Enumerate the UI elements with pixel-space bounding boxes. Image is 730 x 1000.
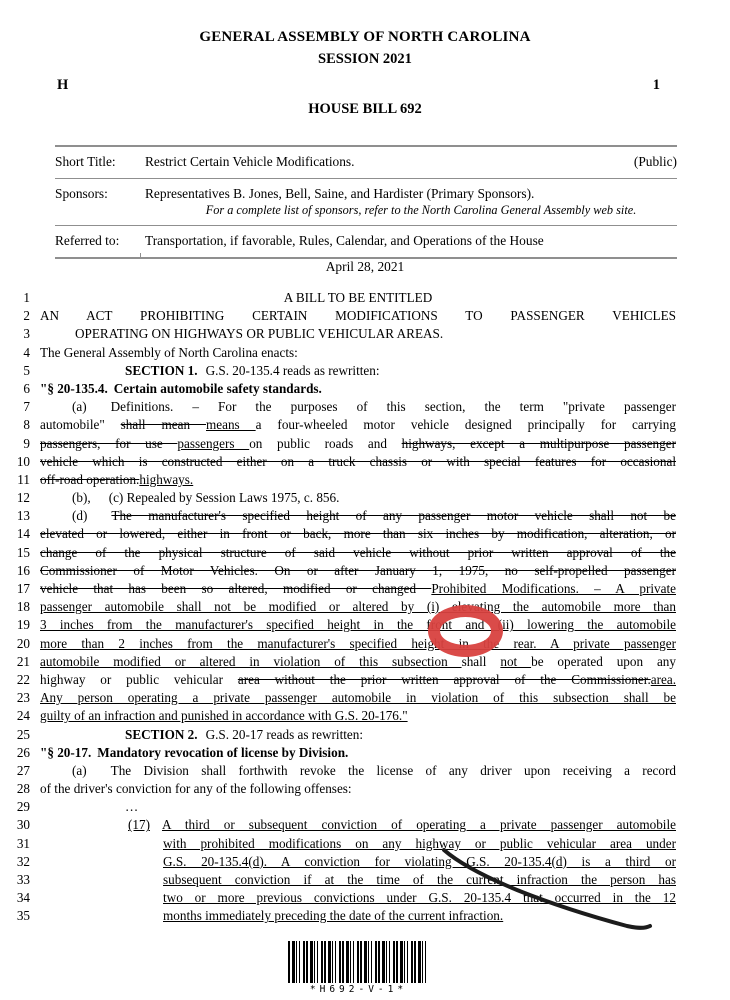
bill-line-32 bbox=[0, 853, 730, 871]
line-text bbox=[40, 562, 676, 580]
line-number: 13 bbox=[16, 508, 30, 524]
line-number: 7 bbox=[23, 399, 30, 415]
bill-line-22 bbox=[0, 671, 730, 689]
line-number: 32 bbox=[16, 853, 30, 869]
line-text bbox=[40, 853, 676, 871]
bill-line-31 bbox=[0, 835, 730, 853]
text-segment: G.S. 20-135.4(d). A conviction for violating G.S. 20-135.4(d) is a third or bbox=[163, 853, 676, 869]
text-segment: not bbox=[500, 653, 532, 669]
line-text bbox=[40, 580, 676, 598]
text-segment: G.S. 20-17 reads as rewritten: bbox=[205, 726, 364, 742]
short-title-row bbox=[55, 147, 677, 179]
text-segment: highway or public vehicular bbox=[40, 671, 238, 687]
line-text bbox=[40, 507, 676, 525]
line-text bbox=[40, 289, 676, 307]
line-text bbox=[40, 835, 676, 853]
line-text bbox=[40, 798, 676, 816]
line-number: 20 bbox=[16, 635, 30, 651]
bill-line-1 bbox=[0, 289, 730, 307]
line-number: 19 bbox=[16, 617, 30, 633]
referred-row bbox=[55, 226, 677, 257]
bill-line-23 bbox=[0, 689, 730, 707]
line-text bbox=[40, 616, 676, 634]
text-segment: vehicle that has been so altered, modified or changed bbox=[40, 581, 432, 596]
line-text bbox=[40, 380, 676, 398]
bill-line-21 bbox=[0, 653, 730, 671]
bill-line-17 bbox=[0, 580, 730, 598]
text-segment: off-road operation. bbox=[40, 471, 140, 487]
short-title-label: Short Title: bbox=[55, 154, 116, 169]
text-segment: "§ 20-135.4. bbox=[40, 380, 108, 396]
line-number: 25 bbox=[16, 726, 30, 742]
text-segment: months immediately preceding the date of the current infraction. bbox=[163, 908, 504, 924]
text-segment: (a) bbox=[72, 399, 87, 415]
line-number: 29 bbox=[16, 799, 30, 815]
line-text bbox=[40, 653, 676, 671]
text-segment: Commissioner of Motor Vehicles. On or after January 1, 1975, no self-propelled passenger bbox=[40, 562, 676, 578]
line-number: 22 bbox=[16, 671, 30, 687]
line-number: 16 bbox=[16, 562, 30, 578]
sponsors-label: Sponsors: bbox=[55, 186, 108, 201]
bill-line-20 bbox=[0, 635, 730, 653]
line-text bbox=[40, 780, 676, 798]
sponsors-note: For a complete list of sponsors, refer to the North Carolina General Assembly web site. bbox=[55, 202, 677, 226]
line-number: 31 bbox=[16, 835, 30, 851]
text-segment: Prohibited Modifications. – A private bbox=[431, 581, 676, 596]
line-number: 2 bbox=[23, 308, 30, 324]
short-title-value: Restrict Certain Vehicle Modifications. bbox=[145, 154, 355, 169]
line-number: 21 bbox=[16, 653, 30, 669]
line-text bbox=[40, 307, 676, 325]
text-segment: change of the physical structure of said vehicle without prior written approval of the bbox=[40, 544, 676, 560]
text-segment: (17) bbox=[128, 817, 150, 833]
line-text bbox=[40, 344, 676, 362]
line-number: 11 bbox=[17, 471, 30, 487]
text-segment: Mandatory revocation of license by Division. bbox=[97, 744, 349, 760]
bill-line-26 bbox=[0, 744, 730, 762]
bill-line-25 bbox=[0, 726, 730, 744]
bill-line-13 bbox=[0, 507, 730, 525]
text-segment: SECTION 2. bbox=[125, 726, 198, 742]
text-segment: automobile" bbox=[40, 417, 121, 433]
bill-line-18 bbox=[0, 598, 730, 616]
bill-meta-table bbox=[55, 145, 677, 259]
line-text bbox=[40, 362, 676, 380]
text-segment: two or more previous convictions under G.S. 20-135.4 that occurred in the 12 bbox=[163, 890, 676, 906]
assembly-title: GENERAL ASSEMBLY OF NORTH CAROLINA bbox=[199, 29, 531, 45]
text-segment: (a) bbox=[72, 762, 87, 778]
bill-line-16 bbox=[0, 562, 730, 580]
sponsors-row bbox=[55, 179, 677, 202]
line-number: 23 bbox=[16, 690, 30, 706]
text-segment: highways, except a multipurpose passenger bbox=[401, 435, 676, 451]
bill-body bbox=[0, 289, 730, 926]
text-segment: shall bbox=[461, 653, 501, 669]
line-text bbox=[40, 689, 676, 707]
text-segment: means bbox=[206, 417, 256, 433]
referred-value: Transportation, if favorable, Rules, Calendar, and Operations of the House bbox=[145, 233, 544, 248]
line-text bbox=[40, 635, 676, 653]
line-text bbox=[40, 598, 676, 616]
text-segment: passengers bbox=[177, 435, 250, 451]
line-text bbox=[40, 762, 676, 780]
text-segment: "§ 20-17. bbox=[40, 744, 92, 760]
line-text bbox=[40, 816, 676, 834]
bill-line-4 bbox=[0, 344, 730, 362]
bill-line-12 bbox=[0, 489, 730, 507]
line-number: 27 bbox=[16, 762, 30, 778]
text-segment: guilty of an infraction and punished in accordance with G.S. 20-176." bbox=[40, 708, 408, 724]
line-text bbox=[40, 671, 676, 689]
text-segment: passenger automobile shall not be modified or altered by (i) elevating the automobile more than bbox=[40, 599, 676, 615]
text-segment: Definitions. – For the purposes of this section, the term "private passenger bbox=[110, 399, 676, 415]
line-number: 4 bbox=[23, 344, 30, 360]
line-number: 5 bbox=[23, 362, 30, 378]
bill-line-6 bbox=[0, 380, 730, 398]
line-number: 33 bbox=[16, 872, 30, 887]
bill-line-3 bbox=[0, 325, 730, 343]
text-segment: be operated upon any bbox=[531, 653, 676, 669]
text-segment: vehicle which is constructed either on a truck chassis or with special features for occasional bbox=[40, 453, 676, 469]
bill-line-29 bbox=[0, 798, 730, 816]
line-number: 6 bbox=[23, 380, 30, 396]
bill-line-11 bbox=[0, 471, 730, 489]
line-text bbox=[40, 871, 676, 889]
session-title: SESSION 2021 bbox=[318, 51, 412, 67]
text-segment: automobile modified or altered in violation of this subsection bbox=[40, 653, 462, 669]
line-number: 12 bbox=[16, 490, 30, 506]
line-text bbox=[40, 707, 676, 725]
text-segment: area without the prior written approval of the Commissioner. bbox=[237, 671, 651, 687]
line-text bbox=[40, 889, 676, 907]
text-segment: A BILL TO BE ENTITLED bbox=[283, 290, 433, 305]
bill-date: April 28, 2021 bbox=[325, 259, 405, 274]
line-number: 18 bbox=[16, 599, 30, 615]
line-text bbox=[40, 471, 676, 489]
text-segment: G.S. 20-135.4 reads as rewritten: bbox=[205, 362, 380, 378]
bill-title: HOUSE BILL 692 bbox=[308, 101, 422, 117]
bill-line-9 bbox=[0, 435, 730, 453]
line-text bbox=[40, 907, 676, 925]
bill-line-7 bbox=[0, 398, 730, 416]
line-number: 10 bbox=[16, 453, 30, 469]
line-text bbox=[40, 325, 676, 343]
bill-line-19 bbox=[0, 616, 730, 634]
line-text bbox=[40, 416, 676, 434]
text-segment: elevated or lowered, either in front or back, more than six inches by modification, alteration, or bbox=[40, 526, 676, 542]
text-segment: subsequent conviction if at the time of the current infraction the person has bbox=[163, 872, 676, 887]
line-number: 8 bbox=[23, 417, 30, 433]
barcode-text: *H692-V-1* bbox=[309, 984, 408, 995]
line-number: 34 bbox=[16, 890, 30, 906]
edition-number: 1 bbox=[652, 77, 660, 93]
line-number: 30 bbox=[16, 817, 30, 833]
bill-line-27 bbox=[0, 762, 730, 780]
line-text bbox=[40, 398, 676, 416]
line-number: 3 bbox=[23, 326, 30, 342]
line-text bbox=[40, 726, 676, 744]
text-segment: on public roads and bbox=[249, 435, 402, 451]
bill-line-33 bbox=[0, 871, 730, 889]
text-segment: The manufacturer's specified height of any passenger motor vehicle shall not be bbox=[111, 508, 676, 524]
text-segment: area. bbox=[650, 671, 676, 687]
line-number: 26 bbox=[16, 744, 30, 760]
text-segment: highways. bbox=[139, 471, 194, 487]
line-number: 14 bbox=[16, 526, 30, 542]
public-badge: (Public) bbox=[633, 154, 677, 169]
referred-label: Referred to: bbox=[55, 233, 120, 248]
text-segment: 3 inches from the manufacturer's specified height in the front and (ii) lowering the automobile bbox=[40, 617, 676, 633]
barcode bbox=[288, 941, 429, 983]
bill-line-14 bbox=[0, 525, 730, 543]
text-segment: Any person operating a private passenger automobile in violation of this subsection shall be bbox=[40, 690, 676, 706]
text-segment: Certain automobile safety standards. bbox=[113, 380, 322, 396]
text-segment: The Division shall forthwith revoke the license of any driver upon receiving a record bbox=[110, 762, 676, 778]
line-number: 17 bbox=[16, 581, 30, 596]
text-segment: (c) Repealed by Session Laws 1975, c. 856. bbox=[108, 490, 340, 506]
bill-line-34 bbox=[0, 889, 730, 907]
line-number: 9 bbox=[23, 435, 30, 451]
text-segment: The General Assembly of North Carolina enacts: bbox=[40, 344, 298, 360]
text-segment: … bbox=[125, 799, 139, 815]
bill-line-8 bbox=[0, 416, 730, 434]
chamber-letter: H bbox=[57, 77, 69, 93]
text-segment: A third or subsequent conviction of operating a private passenger automobile bbox=[161, 817, 676, 833]
text-segment: of the driver's conviction for any of the following offenses: bbox=[40, 781, 352, 797]
line-number: 28 bbox=[16, 781, 30, 797]
bill-line-15 bbox=[0, 544, 730, 562]
text-segment: more than 2 inches from the manufacturer's specified height in the rear. A private passenger bbox=[40, 635, 676, 651]
line-text bbox=[40, 744, 676, 762]
line-number: 1 bbox=[23, 290, 30, 305]
bill-line-30 bbox=[0, 816, 730, 834]
bill-line-24 bbox=[0, 707, 730, 725]
sponsors-value: Representatives B. Jones, Bell, Saine, and Hardister (Primary Sponsors). bbox=[145, 186, 535, 201]
text-segment: OPERATING ON HIGHWAYS OR PUBLIC VEHICULAR AREAS. bbox=[75, 326, 444, 342]
text-segment: with prohibited modifications on any highway or public vehicular area under bbox=[163, 835, 676, 851]
text-segment: SECTION 1. bbox=[125, 362, 198, 378]
bill-line-35 bbox=[0, 907, 730, 925]
line-text bbox=[40, 453, 676, 471]
line-text bbox=[40, 435, 676, 453]
bill-line-28 bbox=[0, 780, 730, 798]
text-segment: (d) bbox=[72, 508, 88, 524]
line-number: 24 bbox=[16, 708, 30, 724]
bill-line-5 bbox=[0, 362, 730, 380]
bill-line-2 bbox=[0, 307, 730, 325]
line-text bbox=[40, 544, 676, 562]
line-number: 15 bbox=[16, 544, 30, 560]
text-segment: (b), bbox=[72, 490, 91, 506]
text-segment: shall mean bbox=[120, 417, 206, 433]
line-text bbox=[40, 525, 676, 543]
text-segment: AN ACT PROHIBITING CERTAIN MODIFICATIONS TO PASSENGER VEHICLES bbox=[40, 308, 676, 324]
bill-line-10 bbox=[0, 453, 730, 471]
text-segment: passengers, for use bbox=[40, 435, 178, 451]
line-text bbox=[40, 489, 676, 507]
text-segment: a four-wheeled motor vehicle designed principally for carrying bbox=[255, 417, 676, 433]
line-number: 35 bbox=[16, 908, 30, 924]
